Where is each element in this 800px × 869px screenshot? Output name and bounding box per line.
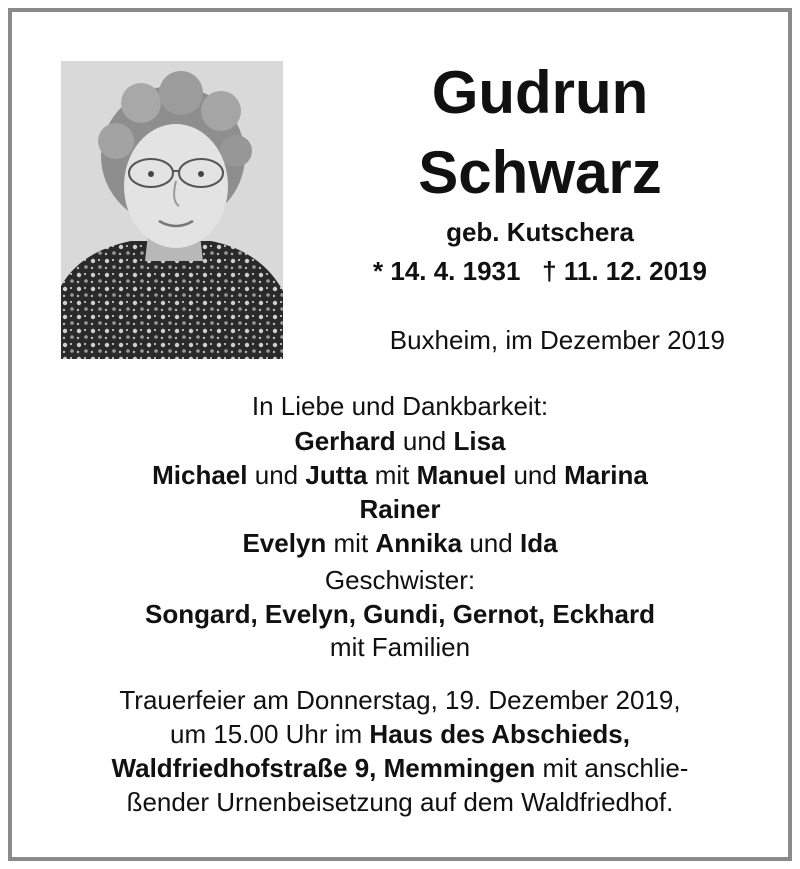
word-und: und — [402, 426, 447, 456]
mourner-ida: Ida — [519, 528, 558, 558]
siblings-names — [0, 597, 800, 631]
maiden-name: geb. Kutschera — [446, 217, 634, 247]
mourners-line-1 — [0, 424, 800, 458]
portrait-photo — [61, 61, 283, 359]
mourner-jutta: Jutta — [305, 460, 368, 490]
siblings-label: Geschwister: — [324, 565, 476, 595]
service-line-1: Trauerfeier am Donnerstag, 19. Dezember 2019, — [119, 685, 681, 715]
mourner-annika: Annika — [375, 528, 463, 558]
service-line-4: ßender Urnenbeisetzung auf dem Waldfriedhof. — [126, 787, 674, 817]
mourner-michael: Michael — [152, 460, 248, 490]
word-und: und — [469, 528, 513, 558]
mourners-line-3 — [0, 492, 800, 526]
deceased-first-name: Gudrun — [431, 59, 649, 126]
mourner-lisa: Lisa — [453, 426, 506, 456]
service-venue: Haus des Abschieds, — [369, 719, 630, 749]
mourner-gerhard: Gerhard — [294, 426, 396, 456]
mourners-line-2 — [0, 458, 800, 492]
service-address: Waldfriedhofstraße 9, Memmingen — [111, 753, 536, 783]
death-date: † 11. 12. 2019 — [542, 256, 707, 286]
word-und: und — [254, 460, 299, 490]
service-suffix: mit anschlie- — [542, 753, 689, 783]
deceased-last-name: Schwarz — [418, 139, 662, 206]
life-dates — [330, 255, 750, 287]
service-line-3 — [0, 751, 800, 785]
mourner-rainer: Rainer — [359, 494, 441, 524]
service-time: um 15.00 Uhr im — [170, 719, 363, 749]
word-mit: mit — [374, 460, 410, 490]
mourner-marina: Marina — [564, 460, 648, 490]
service-line-2 — [0, 717, 800, 751]
mourners-line-4 — [0, 526, 800, 560]
mourner-evelyn: Evelyn — [242, 528, 327, 558]
word-mit: mit — [333, 528, 369, 558]
siblings-suffix: mit Familien — [329, 632, 471, 662]
siblings-list: Songard, Evelyn, Gundi, Gernot, Eckhard — [145, 599, 655, 629]
birth-date: * 14. 4. 1931 — [373, 256, 521, 286]
mourner-manuel: Manuel — [416, 460, 507, 490]
mourners-intro: In Liebe und Dankbarkeit: — [251, 391, 549, 421]
word-und: und — [513, 460, 557, 490]
place-and-date: Buxheim, im Dezember 2019 — [389, 325, 725, 355]
